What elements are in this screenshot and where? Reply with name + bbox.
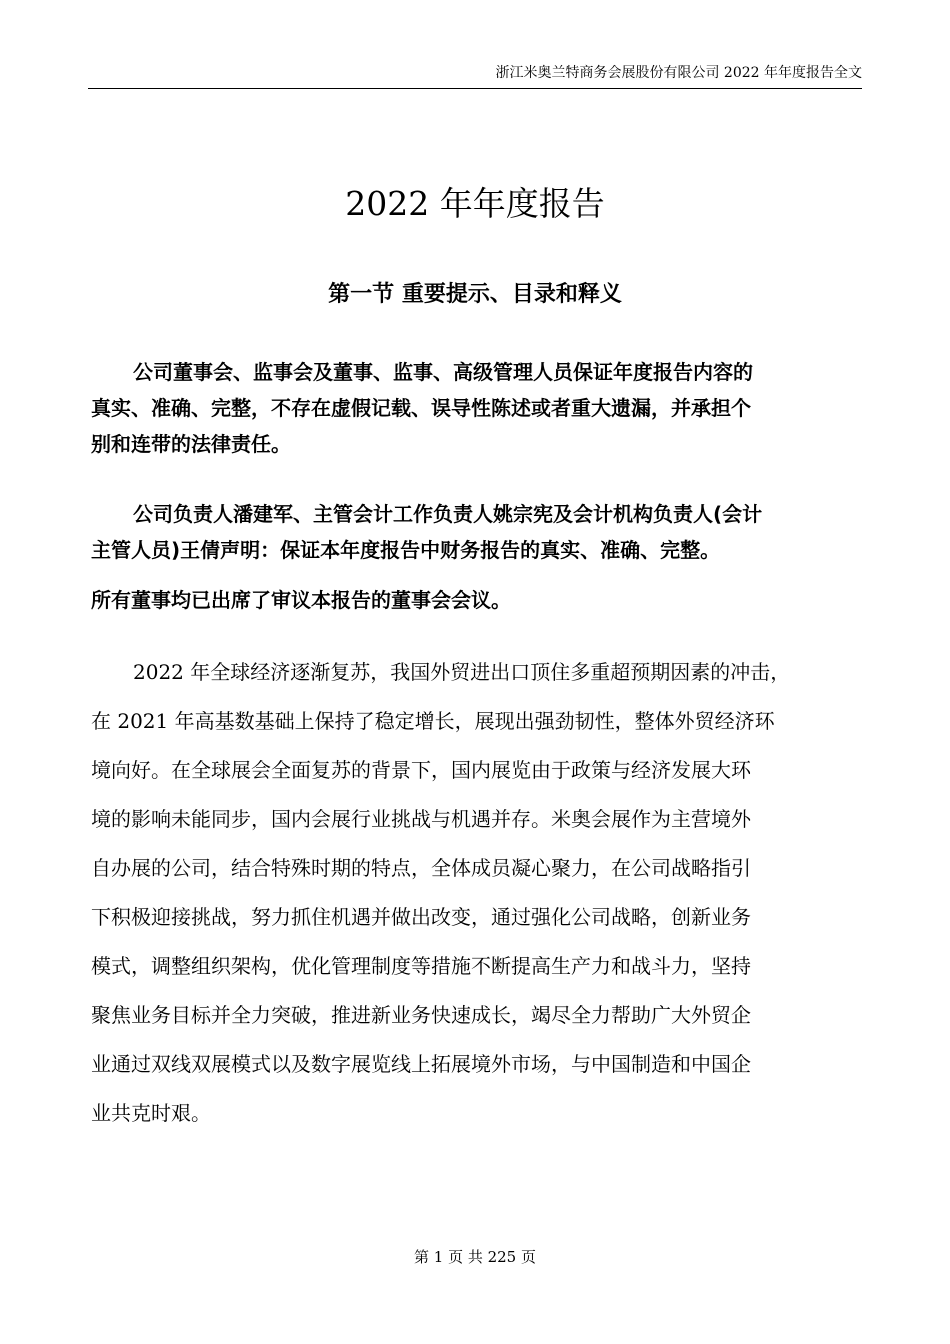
running-header: 浙江米奥兰特商务会展股份有限公司 2022 年年度报告全文 (495, 65, 862, 81)
notice-paragraph-board-guarantee (91, 354, 861, 462)
text-line: 真实、准确、完整，不存在虚假记载、误导性陈述或者重大遗漏，并承担个 (91, 396, 751, 420)
header-divider (88, 88, 862, 89)
text-line: 境向好。在全球展会全面复苏的背景下，国内展览由于政策与经济发展大环 (91, 758, 751, 782)
notice-paragraph-director-attendance (91, 586, 861, 614)
document-title: 2022 年年度报告 (345, 184, 605, 223)
text-line: 业共克时艰。 (91, 1101, 211, 1125)
text-line: 公司负责人潘建军、主管会计工作负责人姚宗宪及会计机构负责人(会计 (133, 502, 763, 526)
text-line: 在 2021 年高基数基础上保持了稳定增长，展现出强劲韧性，整体外贸经济环 (91, 709, 775, 733)
text-line: 下积极迎接挑战，努力抓住机遇并做出改变，通过强化公司战略，创新业务 (91, 905, 751, 929)
text-line: 所有董事均已出席了审议本报告的董事会会议。 (91, 588, 511, 612)
text-line: 业通过双线双展模式以及数字展览线上拓展境外市场，与中国制造和中国企 (91, 1052, 751, 1076)
section-title: 第一节 重要提示、目录和释义 (328, 282, 622, 307)
text-line: 公司董事会、监事会及董事、监事、高级管理人员保证年度报告内容的 (133, 360, 753, 384)
page-number-footer: 第 1 页 共 225 页 (413, 1248, 536, 1266)
text-line: 境的影响未能同步，国内会展行业挑战与机遇并存。米奥会展作为主营境外 (91, 807, 751, 831)
text-line: 主管人员)王倩声明：保证本年度报告中财务报告的真实、准确、完整。 (91, 538, 721, 562)
body-paragraph (91, 648, 861, 1138)
text-line: 别和连带的法律责任。 (91, 432, 291, 456)
text-line: 模式，调整组织架构，优化管理制度等措施不断提高生产力和战斗力，坚持 (91, 954, 751, 978)
notice-paragraph-officer-statement (91, 496, 861, 568)
text-line: 聚焦业务目标并全力突破，推进新业务快速成长，竭尽全力帮助广大外贸企 (91, 1003, 751, 1027)
text-line: 2022 年全球经济逐渐复苏，我国外贸进出口顶住多重超预期因素的冲击， (133, 660, 791, 684)
text-line: 自办展的公司，结合特殊时期的特点，全体成员凝心聚力，在公司战略指引 (91, 856, 751, 880)
